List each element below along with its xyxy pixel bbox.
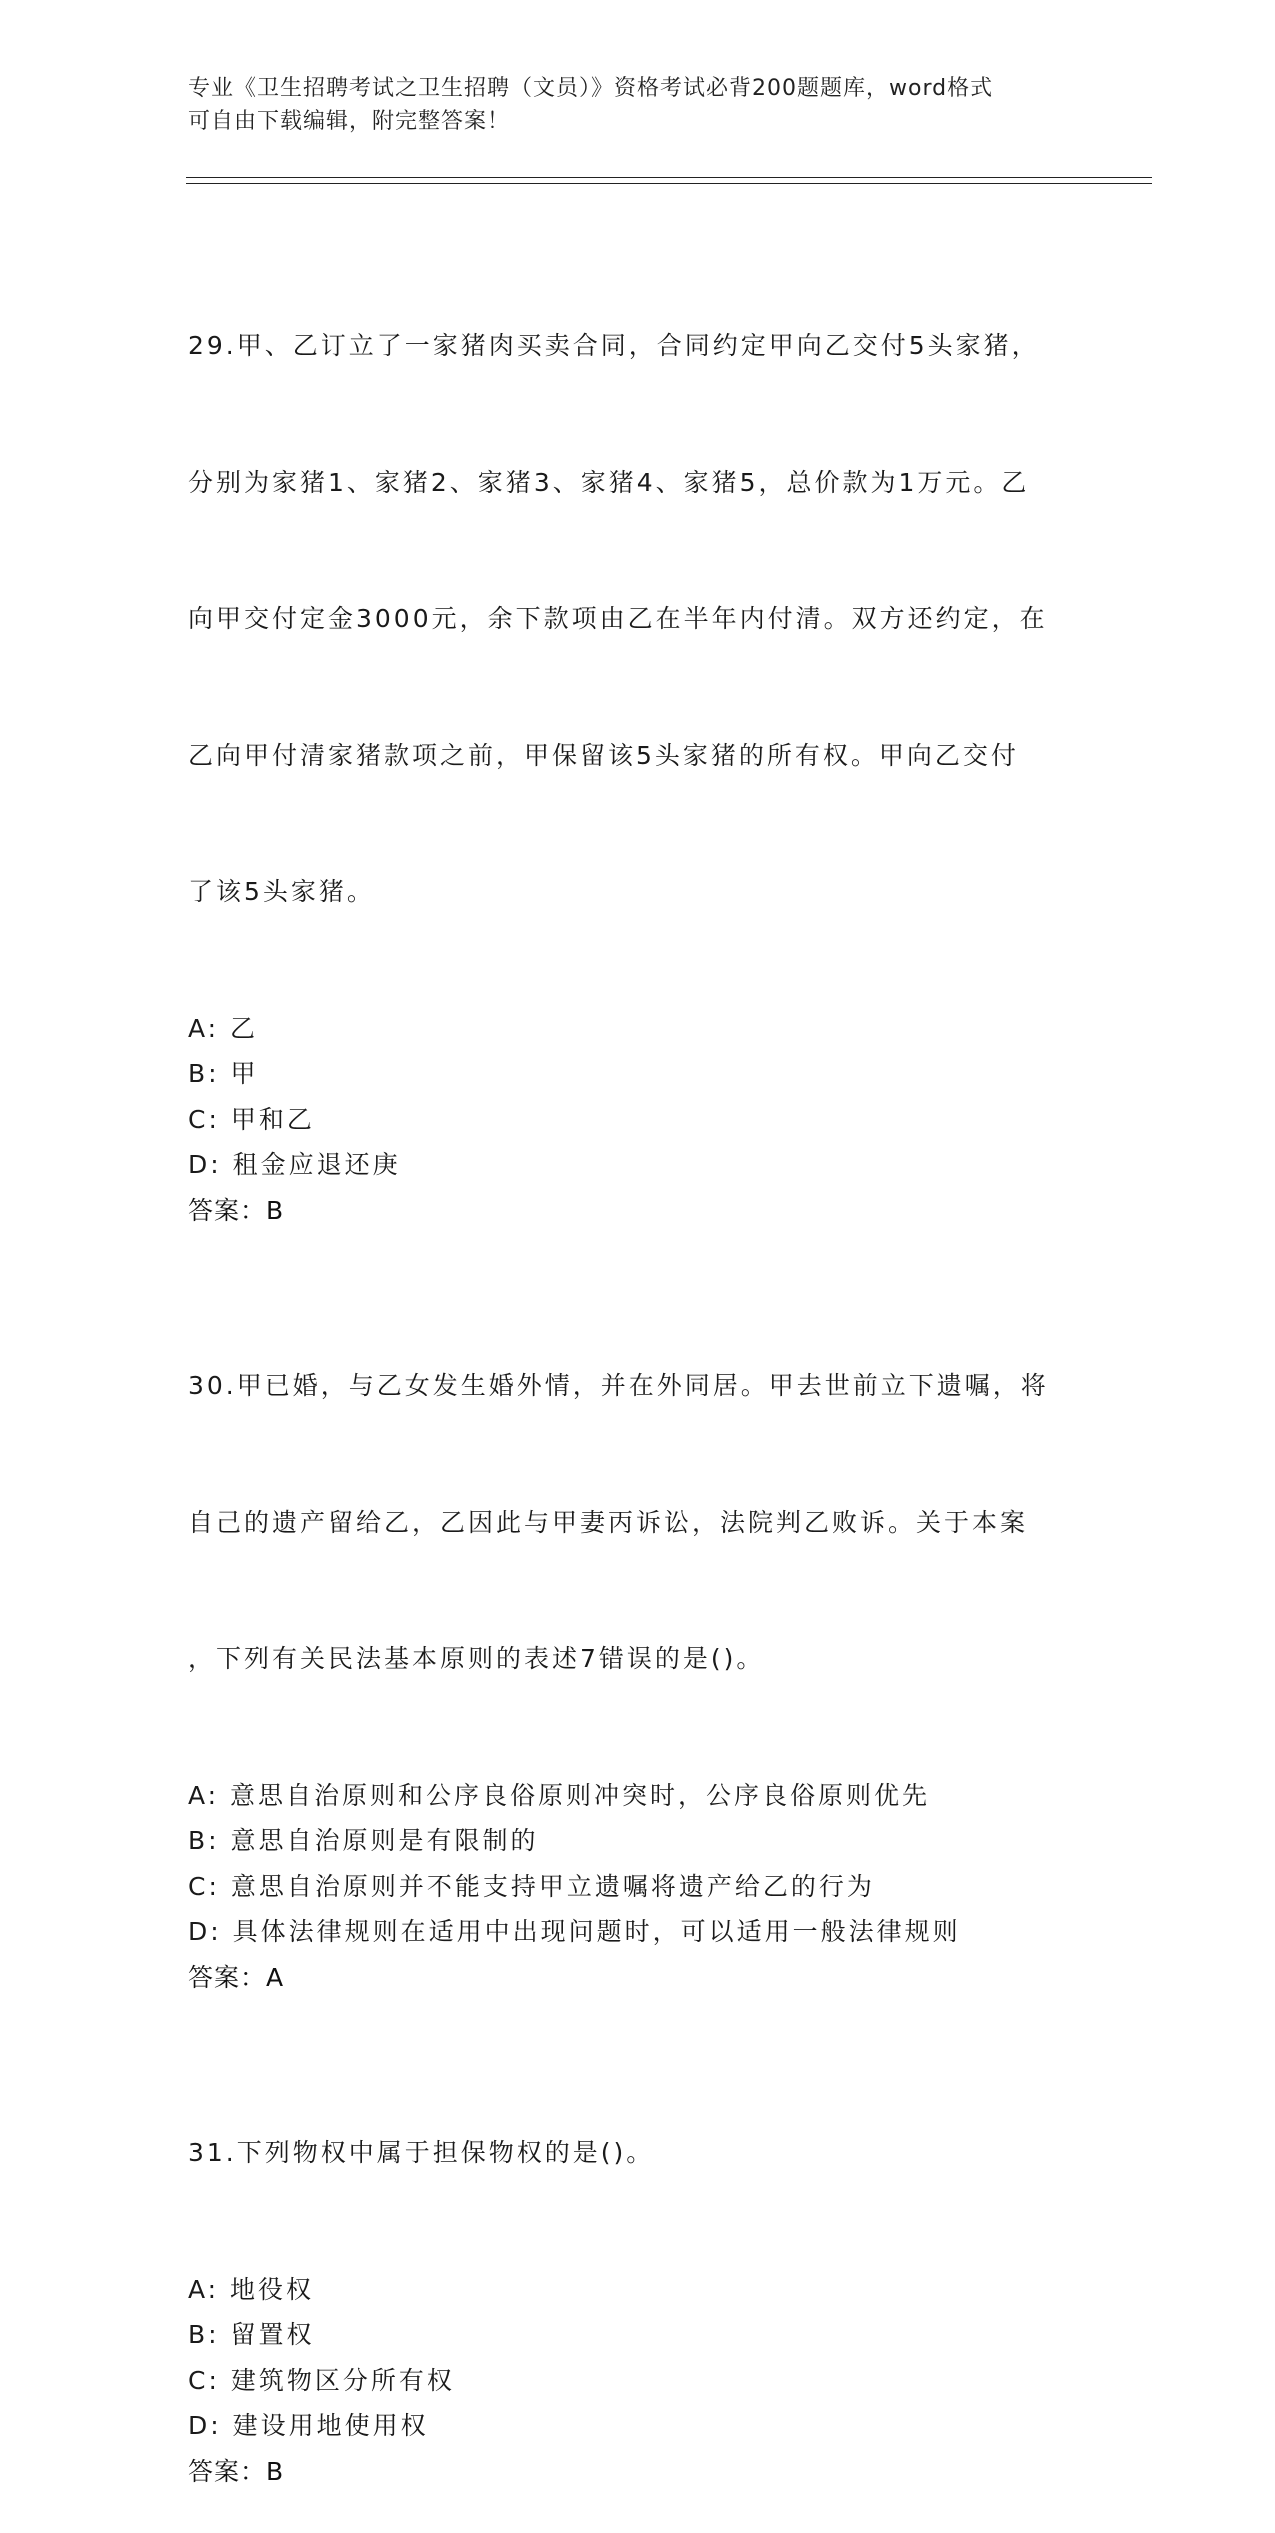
stem-line: 向甲交付定金3000元，余下款项由乙在半年内付清。双方还约定，在	[188, 604, 1048, 633]
question-29	[188, 232, 1088, 1233]
header-line-1: 专业《卫生招聘考试之卫生招聘（文员）》资格考试必背200题题库，word格式	[188, 76, 994, 101]
option-b: B: 留置权	[188, 2320, 315, 2349]
option-d: D: 租金应退还庚	[188, 1150, 401, 1179]
stem-line: 乙向甲付清家猪款项之前，甲保留该5头家猪的所有权。甲向乙交付	[188, 740, 1019, 770]
stem-line: 31.下列物权中属于担保物权的是()。	[188, 2138, 655, 2167]
option-a: A: 意思自治原则和公序良俗原则冲突时，公序良俗原则优先	[188, 1780, 931, 1810]
question-31	[188, 2039, 1088, 2494]
answer: 答案：A	[188, 1962, 285, 1992]
stem-line: 自己的遗产留给乙，乙因此与甲妻丙诉讼，法院判乙败诉。关于本案	[188, 1507, 1029, 1537]
question-list	[188, 232, 1088, 2533]
answer: 答案：B	[188, 1195, 285, 1225]
option-b: B: 甲	[188, 1059, 259, 1088]
option-c: C: 甲和乙	[188, 1104, 315, 1134]
stem-line: ，下列有关民法基本原则的表述7错误的是()。	[188, 1644, 765, 1673]
option-d: D: 具体法律规则在适用中出现问题时，可以适用一般法律规则	[188, 1917, 961, 1946]
question-stem	[188, 1272, 1088, 1773]
header-line-2: 可自由下载编辑，附完整答案！	[188, 109, 511, 134]
answer: 答案：B	[188, 2456, 285, 2486]
header-divider	[186, 177, 1152, 184]
option-c: C: 建筑物区分所有权	[188, 2365, 455, 2395]
stem-line: 了该5头家猪。	[188, 877, 375, 906]
stem-line: 29.甲、乙订立了一家猪肉买卖合同，合同约定甲向乙交付5头家猪，	[188, 331, 1040, 360]
option-a: A: 乙	[188, 1013, 259, 1043]
page-header	[188, 72, 1088, 138]
option-a: A: 地役权	[188, 2274, 315, 2304]
option-b: B: 意思自治原则是有限制的	[188, 1826, 539, 1855]
stem-line: 30.甲已婚，与乙女发生婚外情，并在外同居。甲去世前立下遗嘱，将	[188, 1371, 1049, 1400]
option-c: C: 意思自治原则并不能支持甲立遗嘱将遗产给乙的行为	[188, 1871, 875, 1901]
option-d: D: 建设用地使用权	[188, 2411, 429, 2440]
question-30	[188, 1272, 1088, 2000]
question-stem	[188, 232, 1088, 1006]
stem-line: 分别为家猪1、家猪2、家猪3、家猪4、家猪5，总价款为1万元。乙	[188, 467, 1030, 497]
question-stem	[188, 2039, 1088, 2267]
